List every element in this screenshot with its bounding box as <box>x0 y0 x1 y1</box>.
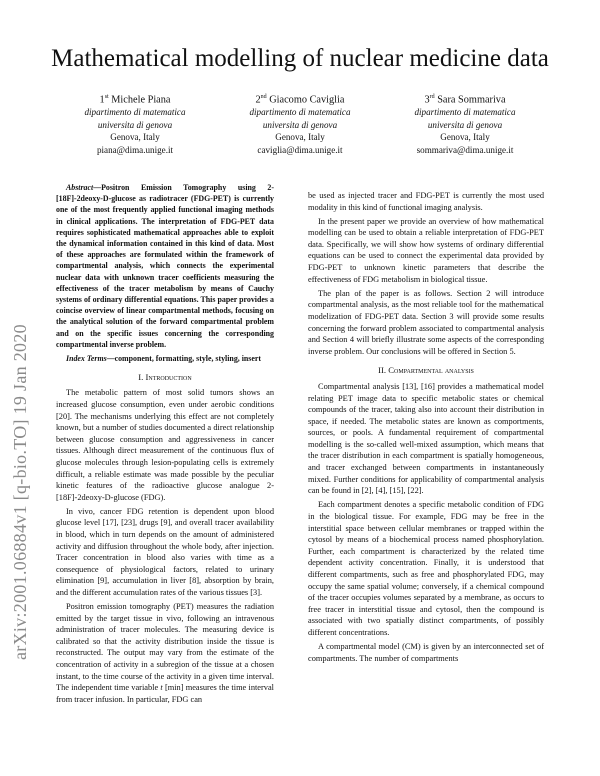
section-heading: II. Compartmental analysis <box>378 365 474 376</box>
index-terms-label: Index Terms <box>66 353 107 363</box>
index-terms-text: —component, formatting, style, styling, insert <box>106 353 261 363</box>
paper-title: Mathematical modelling of nuclear medicine data <box>51 45 549 72</box>
paragraph: be used as injected tracer and FDG-PET is currently the most used modality in this kind of functional imaging analysis. <box>308 191 544 212</box>
author-ordinal: 2 <box>255 94 261 106</box>
arxiv-identifier[interactable]: arXiv:2001.06884v1 [q-bio.TO] 19 Jan 2020 <box>10 324 30 660</box>
author-univ: universita di genova <box>262 119 338 130</box>
author-location: Genova, Italy <box>275 132 325 143</box>
author-email: caviglia@dima.unige.it <box>257 144 343 155</box>
author-univ: universita di genova <box>427 119 503 130</box>
index-terms <box>56 353 274 364</box>
author-ordinal-suffix: rd <box>429 94 435 100</box>
paragraph: In the present paper we provide an overview of how mathematical modelling can be used to obtain a reliable interpretation of FDG-PET data. Specifically, we will show how systems of ordinary differential equations can be used to connect the experimental data provided by FDG-PET to unknown kinetic parameters that describe the effectiveness of FDG metabolism in biological tissue. <box>308 216 544 284</box>
author-name: Sara Sommariva <box>437 94 506 106</box>
author-location: Genova, Italy <box>110 132 160 143</box>
paragraph: In vivo, cancer FDG retention is dependent upon blood glucose level [17], [23], drugs [9], and overall tracer availability in blood, which in turn depends on the amount of administered activity and diffusion throughout the whole body, after injection. Tracer concentration in blood also varies with time as a consequence of physiological factors, related to urinary elimination [9], accumulation in liver [8], absorption by brain, and the different accumulation rates of the various tissues [3]. <box>56 506 274 597</box>
paragraph: The metabolic pattern of most solid tumors shows an increased glucose consumption, even under aerobic conditions [20]. The mechanisms underlying this effect are not completely known, but a number of studies documented a direct relationship between glucose consumption and aggressiveness in cancer tissues. Although direct measurement of the continuous flux of glucose molecules through lesion-populating cells is extremely difficult, a reliable estimate was made possible by the peculiar kinetic features of the radioactive glucose analogue 2-[18F]-2deoxy-D-glucose (FDG). <box>56 388 274 502</box>
abstract-text: —Positron Emission Tomography using 2-[18F]-2deoxy-D-glucose as radiotracer (FDG-PET) is currently one of the most frequently applied functional imaging methods in clinical applications. The interpretation of FDG-PET data requires sophisticated mathematical approaches able to exploit the dynamical information contained in this kind of data. Most of these approaches are formulated within the framework of compartmental analysis, which connects the experimental nuclear data with unknown tracer coefficients measuring the effectiveness of the tracer metabolism by means of Cauchy systems of ordinary differential equations. This paper provides a coincise overview of linear compartmental methods, focusing on the analytical solution of the forward compartmental problem and on the specific issues concerning the corresponding compartmental inverse problem. <box>56 183 274 349</box>
author-email: piana@dima.unige.it <box>96 144 174 155</box>
paragraph: Each compartment denotes a specific metabolic condition of FDG in the biological tissue. For example, FDG may be free in the interstitial space between cellular membranes or trapped within the cytosol by means of a biochemical process named phosphorylation. Further, each compartment is characterized by the related time dependent activity concentration. Finally, it is understood that different compartments, such as free and phosphorylated FDG, may occupy the same spatial volume; conversely, if a chemical compound of the tracer occupies volumes separated by a membrane, as occurs to free tracer in interstitial tissue and cytosol, then the compound is associated with two spatially distinct compartments, of possibly different concentrations. <box>308 500 544 637</box>
paragraph: Compartmental analysis [13], [16] provides a mathematical model relating PET image data to specific metabolic states or chemical compounds of the tracer, taking also into account their distribution in space, if needed. The metabolic states are known as comportments, sources, or pools. A fundamental requirement of compartmental modelling is the so-called well-mixed assumption, which means that the tracer distribution in each compartment is spatially homogeneous, and tracer exchanged between compartments in instantaneously mixed. Further conditions for applicability of compartmental analysis can be found in [2], [4], [15], [22]. <box>308 381 544 496</box>
author-univ: universita di genova <box>97 119 173 130</box>
author-dept: dipartimento di matematica <box>414 107 516 118</box>
author-3 <box>385 91 545 156</box>
author-1 <box>55 91 215 156</box>
author-ordinal: 3 <box>424 94 430 106</box>
paragraph: The plan of the paper is as follows. Section 2 will introduce compartmental analysis, as the most reliable tool for the mathematical modelization of FDG-PET data. Section 3 will provide some results concerning the forward problem associated to compartmental analysis and Section 4 will briefly illustrate some aspects of the corresponding inverse problem. Our conclusions will be offered in Section 5. <box>308 288 544 356</box>
author-block <box>55 91 545 156</box>
left-column <box>56 182 274 708</box>
author-ordinal: 1 <box>99 94 105 106</box>
section-heading: I. Introduction <box>138 371 192 382</box>
author-email: sommariva@dima.unige.it <box>416 144 514 155</box>
author-location: Genova, Italy <box>440 132 490 143</box>
author-2 <box>220 91 380 156</box>
author-dept: dipartimento di matematica <box>249 107 351 118</box>
paragraph: A compartmental model (CM) is given by an interconnected set of compartments. The number of compartments <box>308 641 544 663</box>
author-ordinal-suffix: nd <box>260 94 267 100</box>
abstract <box>56 182 274 350</box>
author-name: Giacomo Caviglia <box>269 94 345 106</box>
right-column <box>308 190 544 667</box>
abstract-label: Abstract <box>66 183 94 192</box>
paragraph-text: [min] measures the time interval from tracer infusion. In particular, FDG can <box>56 683 274 704</box>
time-variable: t <box>160 683 163 693</box>
paragraph <box>56 601 274 705</box>
author-ordinal-suffix: st <box>104 94 109 100</box>
author-name: Michele Piana <box>111 94 171 106</box>
paragraph-text: Positron emission tomography (PET) measures the radiation emitted by the target tissue in vivo, following an intravenous administration of tracer molecules. The measuring device is calibrated so that the activity distribution inside the tissue is reconstructed. The output may vary from the estimate of the concentration of activity in a subregion of the tissue at a chosen instant, to the time course of the activity in a given time interval. The independent time variable <box>56 602 274 693</box>
author-dept: dipartimento di matematica <box>84 107 186 118</box>
